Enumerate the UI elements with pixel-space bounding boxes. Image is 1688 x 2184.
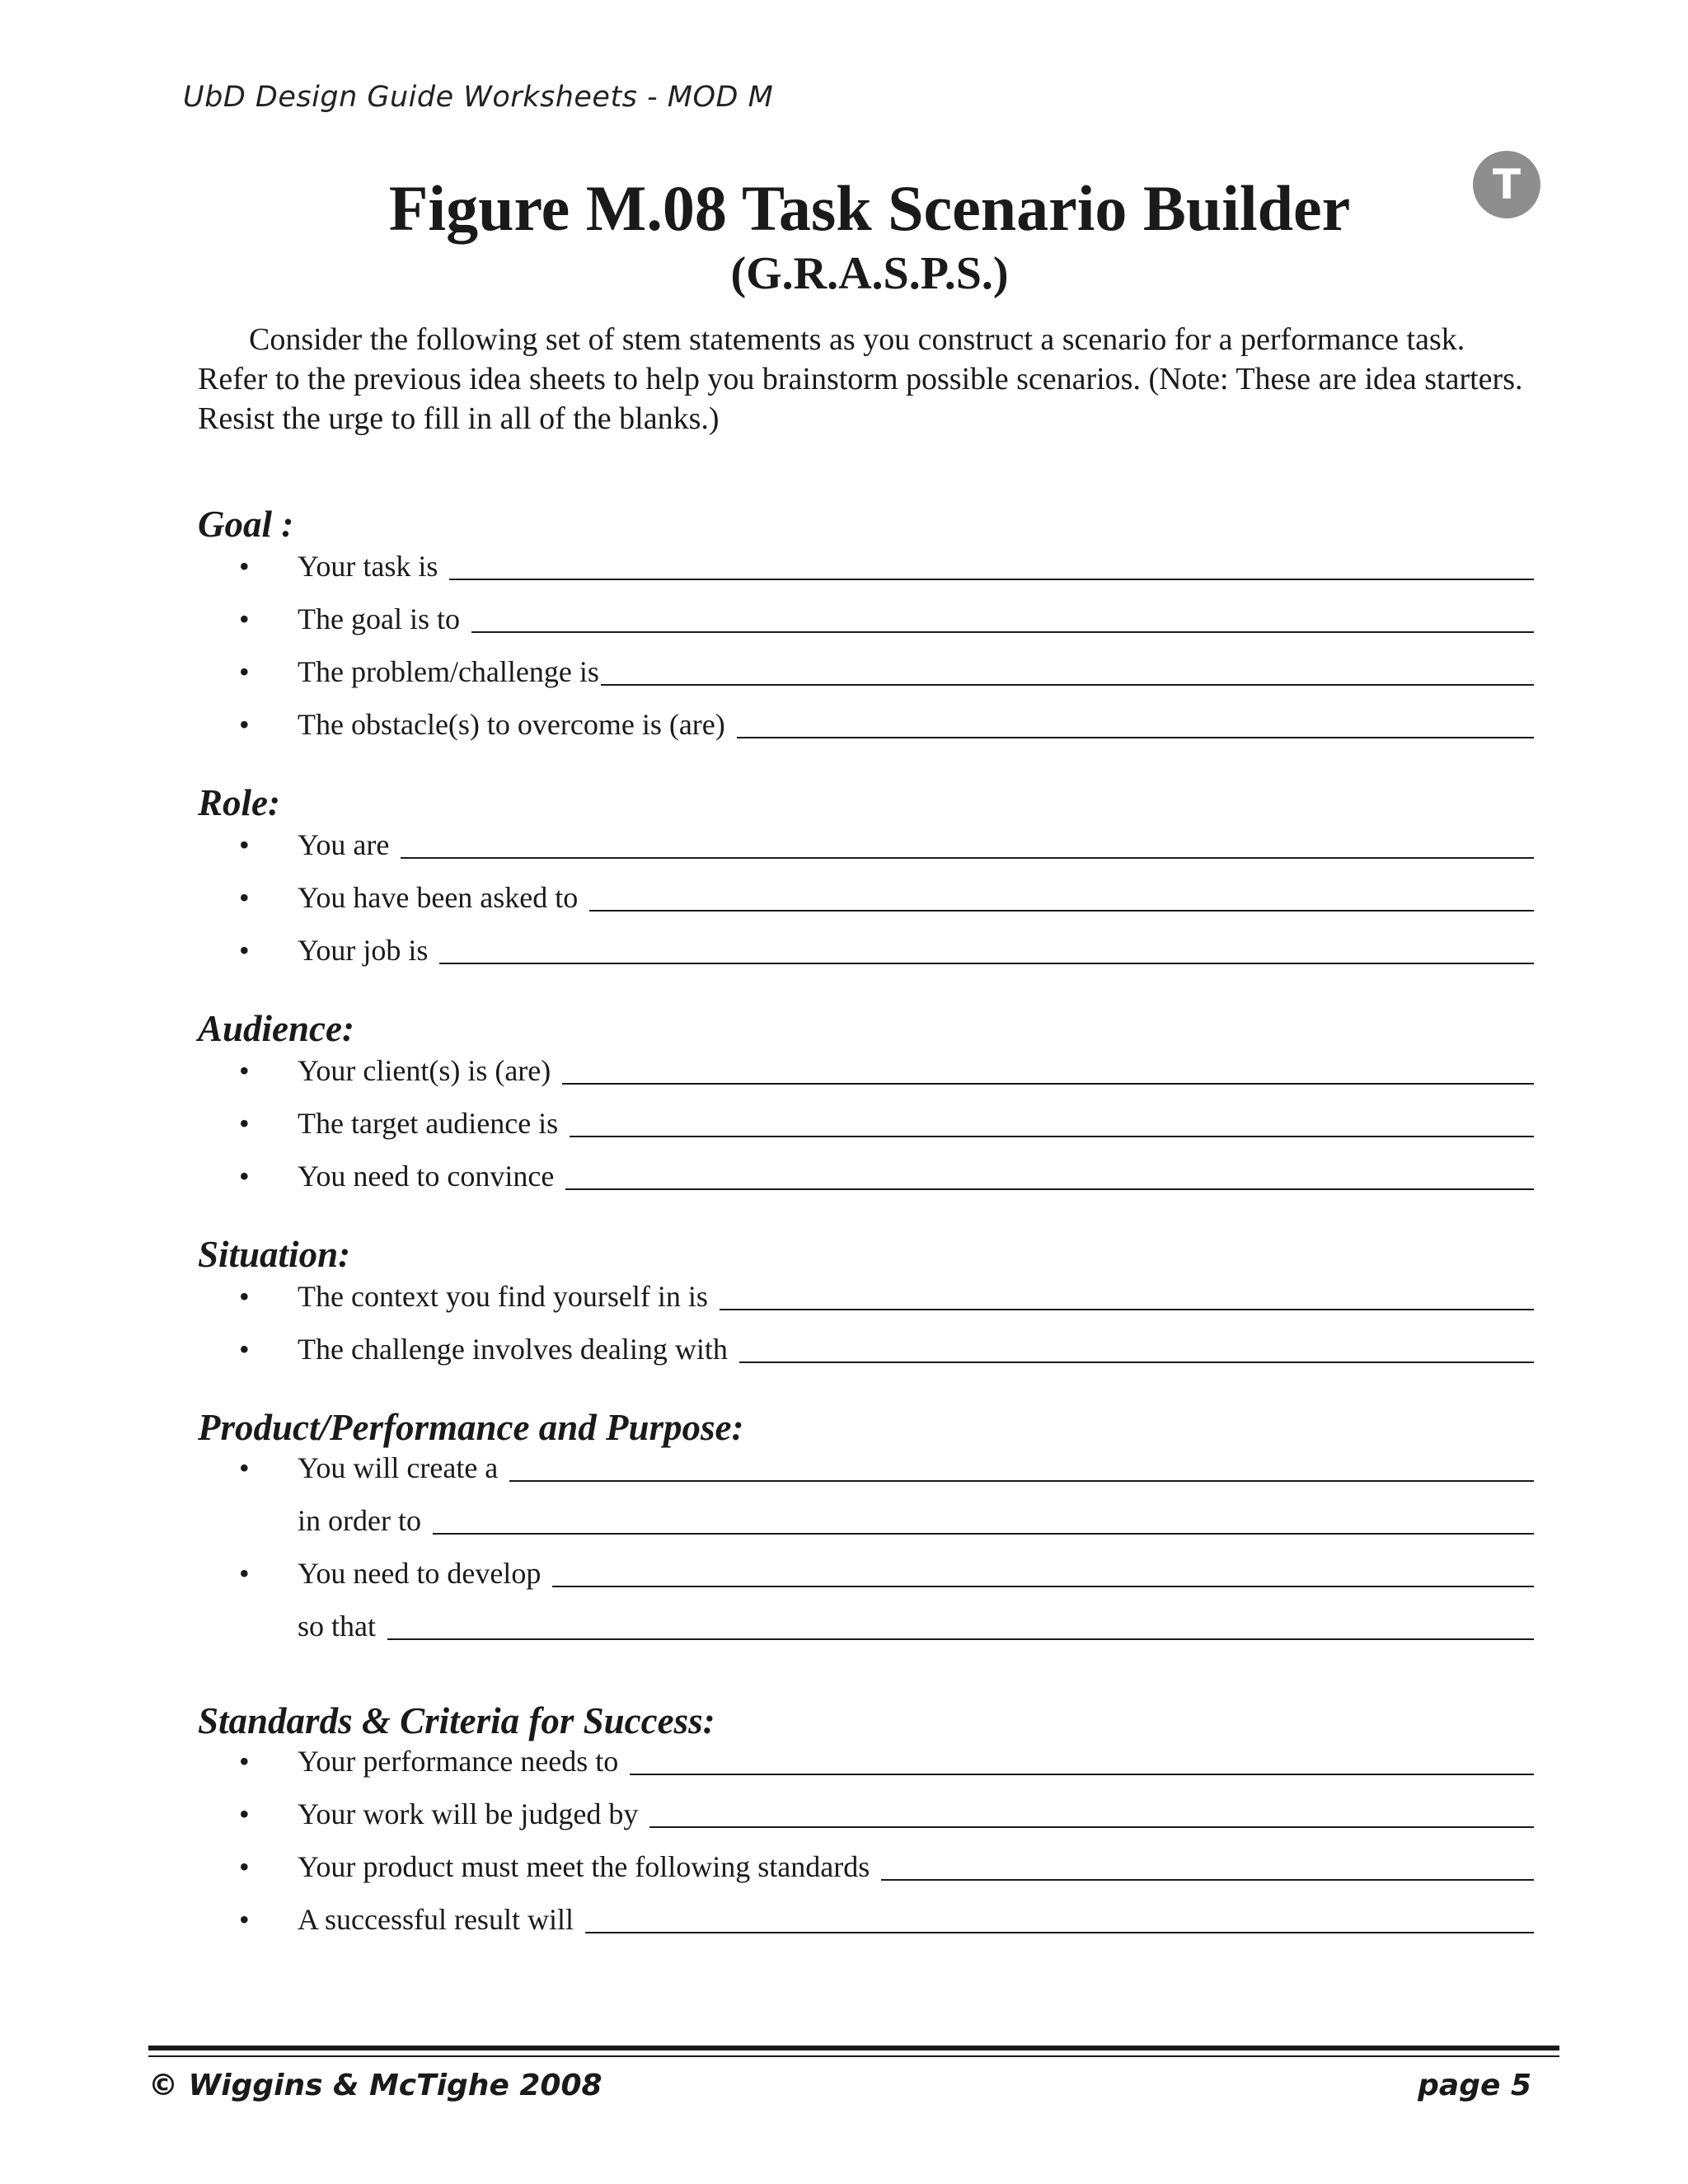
item-label: Your task is	[298, 550, 438, 583]
bullet: •	[239, 708, 250, 741]
section-heading-audience: Audience:	[198, 1008, 354, 1049]
fill-in-blank[interactable]	[720, 1309, 1534, 1310]
list-item	[0, 1605, 1688, 1647]
list-item	[0, 704, 1688, 745]
list-item	[0, 877, 1688, 918]
item-label: The context you find yourself in is	[298, 1280, 708, 1313]
footer-divider-thin	[148, 2055, 1559, 2057]
bullet: •	[239, 550, 250, 583]
item-label: Your product must meet the following standards	[298, 1850, 870, 1883]
bullet: •	[239, 655, 250, 688]
footer-divider-thick	[148, 2046, 1559, 2050]
list-item	[0, 1155, 1688, 1197]
fill-in-blank[interactable]	[449, 579, 1534, 580]
list-item	[0, 651, 1688, 692]
list-item	[0, 1050, 1688, 1091]
section-heading-role: Role:	[198, 782, 280, 823]
bullet: •	[239, 1160, 250, 1193]
fill-in-blank[interactable]	[585, 1932, 1534, 1933]
bullet: •	[239, 881, 250, 914]
bullet: •	[239, 1557, 250, 1590]
item-label: The problem/challenge is	[298, 655, 599, 688]
list-item	[0, 1447, 1688, 1488]
section-heading-standards: Standards & Criteria for Success:	[198, 1700, 715, 1741]
copyright-text: © Wiggins & McTighe 2008	[148, 2069, 603, 2102]
item-label: Your work will be judged by	[298, 1797, 639, 1830]
item-label: The target audience is	[298, 1107, 559, 1140]
list-item	[0, 1553, 1688, 1594]
fill-in-blank[interactable]	[565, 1188, 1534, 1190]
bullet: •	[239, 1280, 250, 1313]
fill-in-blank[interactable]	[630, 1774, 1534, 1775]
list-item	[0, 1793, 1688, 1835]
item-label: Your job is	[298, 934, 429, 967]
item-label: You have been asked to	[298, 881, 579, 914]
item-label: The obstacle(s) to overcome is (are)	[298, 708, 725, 741]
list-item	[0, 824, 1688, 865]
bullet: •	[239, 1850, 250, 1883]
fill-in-blank[interactable]	[881, 1879, 1534, 1881]
bullet: •	[239, 1903, 250, 1936]
list-item	[0, 546, 1688, 587]
bullet: •	[239, 1745, 250, 1778]
list-item	[0, 1500, 1688, 1541]
fill-in-blank[interactable]	[601, 684, 1534, 686]
list-item	[0, 1103, 1688, 1144]
item-label: You will create a	[298, 1451, 499, 1484]
bullet: •	[239, 1107, 250, 1140]
item-label: You are	[298, 828, 390, 861]
bullet: •	[239, 1333, 250, 1366]
list-item	[0, 1276, 1688, 1317]
section-heading-product: Product/Performance and Purpose:	[198, 1407, 744, 1448]
fill-in-blank[interactable]	[401, 857, 1534, 859]
fill-in-blank[interactable]	[570, 1136, 1534, 1137]
fill-in-blank[interactable]	[589, 910, 1534, 912]
fill-in-blank[interactable]	[649, 1826, 1534, 1828]
item-label: Your client(s) is (are)	[298, 1054, 551, 1087]
bullet: •	[239, 1451, 250, 1484]
running-header: UbD Design Guide Worksheets - MOD M	[183, 81, 774, 114]
intro-paragraph: Consider the following set of stem statements as you construct a scenario for a performance task. Refer to the previous idea sheets to help you brainstorm possible scenarios. (Note: These are idea starters. Resist the urge to fill in all of the blanks.)	[198, 322, 1523, 436]
page-number: page 5	[1418, 2069, 1531, 2102]
item-label: The challenge involves dealing with	[298, 1333, 728, 1366]
page-title: Figure M.08 Task Scenario Builder	[388, 172, 1351, 244]
bullet: •	[239, 934, 250, 967]
fill-in-blank[interactable]	[471, 631, 1534, 633]
item-label: You need to develop	[298, 1557, 542, 1590]
fill-in-blank[interactable]	[562, 1083, 1534, 1085]
section-heading-goal: Goal :	[198, 504, 294, 545]
item-label: so that	[298, 1610, 376, 1643]
list-item	[0, 1899, 1688, 1940]
teacher-badge-icon: T	[1473, 151, 1540, 218]
fill-in-blank[interactable]	[737, 737, 1534, 738]
item-label: Your performance needs to	[298, 1745, 619, 1778]
item-label: A successful result will	[298, 1903, 574, 1936]
list-item	[0, 598, 1688, 640]
bullet: •	[239, 1054, 250, 1087]
fill-in-blank[interactable]	[739, 1361, 1534, 1363]
bullet: •	[239, 1797, 250, 1830]
section-heading-situation: Situation:	[198, 1234, 351, 1275]
list-item	[0, 930, 1688, 971]
item-label: You need to convince	[298, 1160, 555, 1193]
page-subtitle: (G.R.A.S.P.S.)	[730, 248, 1009, 299]
fill-in-blank[interactable]	[387, 1638, 1534, 1640]
fill-in-blank[interactable]	[509, 1480, 1534, 1482]
fill-in-blank[interactable]	[439, 963, 1534, 964]
list-item	[0, 1329, 1688, 1370]
fill-in-blank[interactable]	[552, 1586, 1534, 1587]
list-item	[0, 1741, 1688, 1782]
fill-in-blank[interactable]	[433, 1533, 1534, 1535]
bullet: •	[239, 828, 250, 861]
bullet: •	[239, 602, 250, 635]
list-item	[0, 1846, 1688, 1887]
item-label: The goal is to	[298, 602, 460, 635]
item-label: in order to	[298, 1504, 421, 1537]
